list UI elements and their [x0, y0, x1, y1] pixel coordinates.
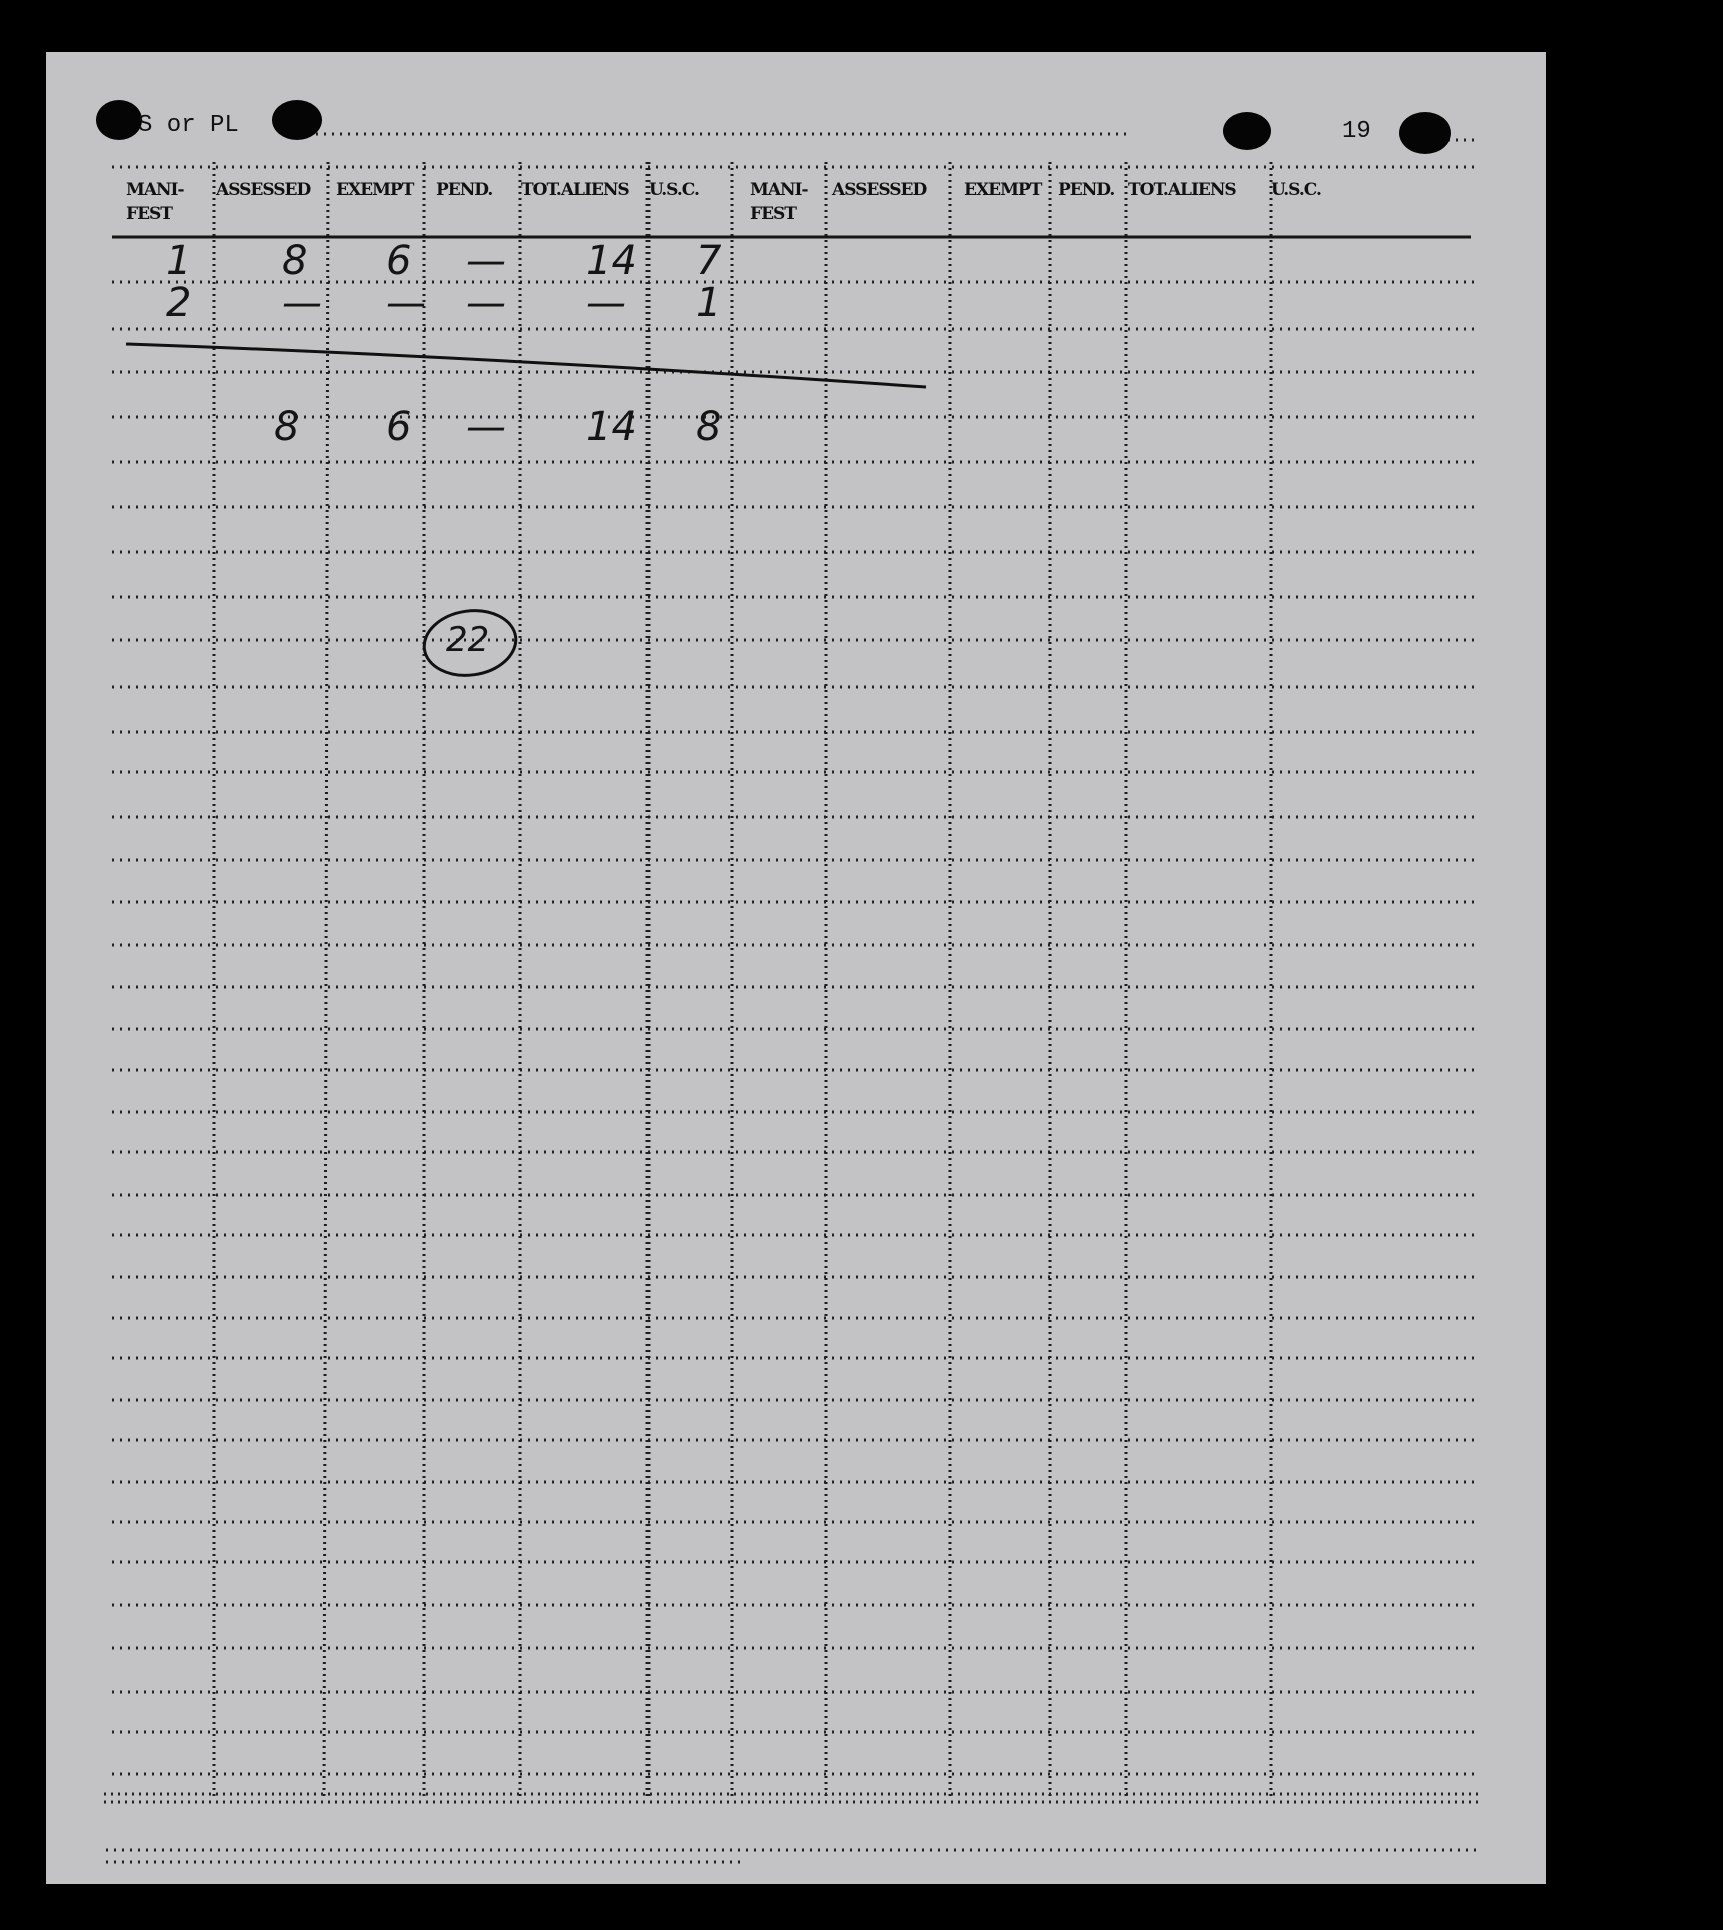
entry-1-exempt: 6 — [386, 238, 412, 284]
port-label: S or PL — [138, 112, 239, 139]
entry-2-exempt: — — [386, 280, 426, 326]
redaction-blot — [96, 100, 142, 140]
total-assessed: 8 — [274, 404, 300, 450]
total-pend: — — [466, 404, 506, 450]
total-tot-aliens: 14 — [586, 404, 637, 450]
year-label: 19 — [1342, 118, 1371, 145]
entry-2-usc: 1 — [696, 280, 722, 326]
column-rule — [324, 162, 328, 1797]
total-usc: 8 — [696, 404, 722, 450]
entry-1-usc: 7 — [696, 238, 722, 284]
entry-1-pend: — — [466, 238, 506, 284]
column-header-left-usc: U.S.C. — [649, 180, 699, 200]
column-header-right-assessed: ASSESSED — [832, 180, 927, 200]
redaction-blot — [272, 100, 322, 140]
column-header-left-assessed: ASSESSED — [216, 180, 311, 200]
column-header-left-pend: PEND. — [436, 180, 493, 200]
column-header-right-exempt: EXEMPT — [964, 180, 1042, 200]
entry-2-assessed: — — [282, 280, 322, 326]
entry-1-assessed: 8 — [282, 238, 308, 284]
column-header-right-manifest: MANI- FEST — [750, 180, 808, 224]
column-header-right-usc: U.S.C. — [1271, 180, 1321, 200]
column-header-left-totaliens: TOT.ALIENS — [521, 180, 629, 200]
column-header-right-pend: PEND. — [1058, 180, 1115, 200]
column-rules — [214, 162, 1271, 1797]
entry-2-pend: — — [466, 280, 506, 326]
entry-1-manifest: 1 — [166, 238, 192, 284]
entry-2-tot-aliens: — — [586, 280, 626, 326]
column-header-left-exempt: EXEMPT — [336, 180, 414, 200]
handwritten-sum-line — [126, 344, 926, 387]
redaction-blot — [1399, 112, 1451, 154]
total-exempt: 6 — [386, 404, 412, 450]
ledger-grid — [46, 52, 1546, 1884]
redaction-blot — [1223, 112, 1271, 150]
column-header-left-manifest: MANI- FEST — [126, 180, 184, 224]
column-header-right-totaliens: TOT.ALIENS — [1128, 180, 1236, 200]
circled-total: 22 — [446, 620, 490, 660]
ledger-page — [46, 52, 1546, 1884]
entry-2-manifest: 2 — [166, 280, 192, 326]
entry-1-tot-aliens: 14 — [586, 238, 637, 284]
